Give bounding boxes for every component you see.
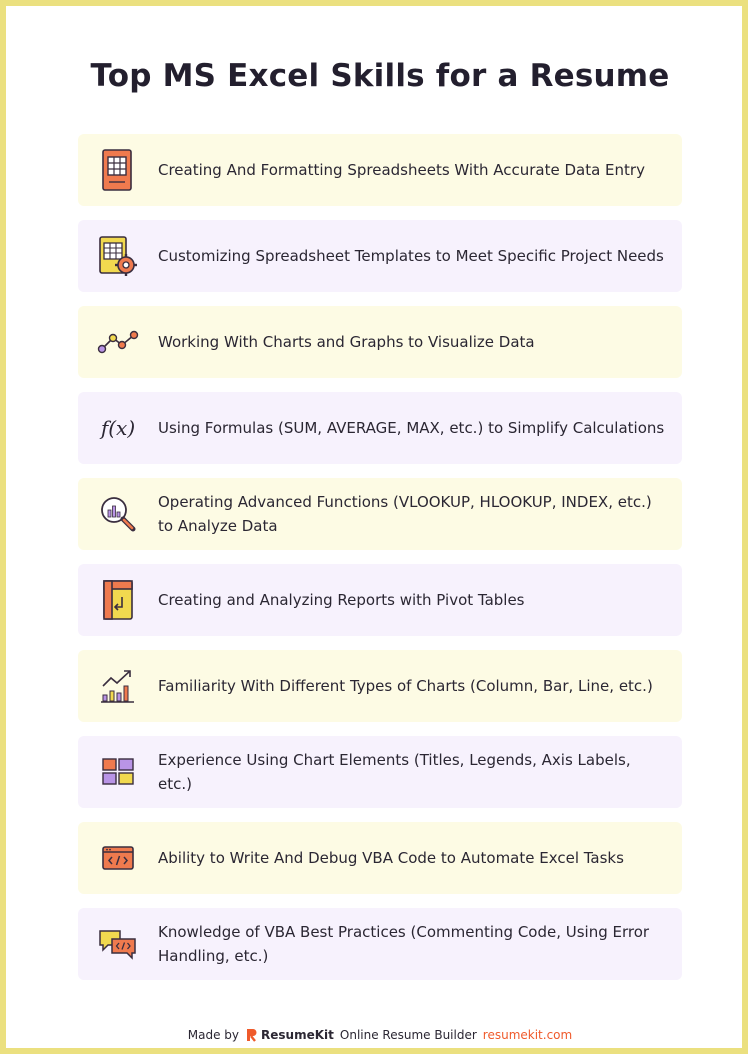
magnifier-chart-icon xyxy=(78,478,158,550)
skill-card xyxy=(78,306,682,378)
page-title: Top MS Excel Skills for a Resume xyxy=(90,58,670,94)
skill-text: Experience Using Chart Elements (Titles, Legends, Axis Labels, etc.) xyxy=(158,751,631,793)
spreadsheet-gear-icon xyxy=(78,220,158,292)
spreadsheet-icon xyxy=(78,134,158,206)
resumekit-logo-icon xyxy=(245,1028,257,1042)
skill-card xyxy=(78,650,682,722)
skill-text: Using Formulas (SUM, AVERAGE, MAX, etc.) to Simplify Calculations xyxy=(158,419,665,437)
skill-card xyxy=(78,736,682,808)
skill-text: Customizing Spreadsheet Templates to Meet Specific Project Needs xyxy=(158,247,664,265)
footer xyxy=(6,1028,748,1042)
skill-text: Creating and Analyzing Reports with Pivot Tables xyxy=(158,591,525,609)
function-icon xyxy=(78,392,158,464)
skill-text: Working With Charts and Graphs to Visualize Data xyxy=(158,333,535,351)
brand-logo[interactable] xyxy=(245,1028,334,1042)
skill-text: Creating And Formatting Spreadsheets With Accurate Data Entry xyxy=(158,161,645,179)
skill-card xyxy=(78,822,682,894)
skill-card xyxy=(78,564,682,636)
skill-card xyxy=(78,220,682,292)
skill-card xyxy=(78,478,682,550)
footer-made-by: Made by xyxy=(187,1028,240,1042)
skill-card xyxy=(78,134,682,206)
code-chat-icon xyxy=(78,908,158,980)
layout-blocks-icon xyxy=(78,736,158,808)
skills-list xyxy=(78,134,682,994)
footer-site-link[interactable]: resumekit.com xyxy=(482,1028,573,1042)
code-window-icon xyxy=(78,822,158,894)
line-graph-icon xyxy=(78,306,158,378)
footer-tagline: Online Resume Builder xyxy=(339,1028,477,1042)
skill-text: Familiarity With Different Types of Charts (Column, Bar, Line, etc.) xyxy=(158,677,653,695)
brand-name: ResumeKit xyxy=(261,1028,334,1042)
svg-text:f(x): f(x) xyxy=(100,416,136,440)
bar-chart-growth-icon xyxy=(78,650,158,722)
skill-card xyxy=(78,908,682,980)
skill-card xyxy=(78,392,682,464)
skill-text: Ability to Write And Debug VBA Code to Automate Excel Tasks xyxy=(158,849,624,867)
skill-text: Knowledge of VBA Best Practices (Commenting Code, Using Error Handling, etc.) xyxy=(158,923,650,965)
pivot-table-icon xyxy=(78,564,158,636)
skill-text: Operating Advanced Functions (VLOOKUP, HLOOKUP, INDEX, etc.) to Analyze Data xyxy=(158,493,652,535)
